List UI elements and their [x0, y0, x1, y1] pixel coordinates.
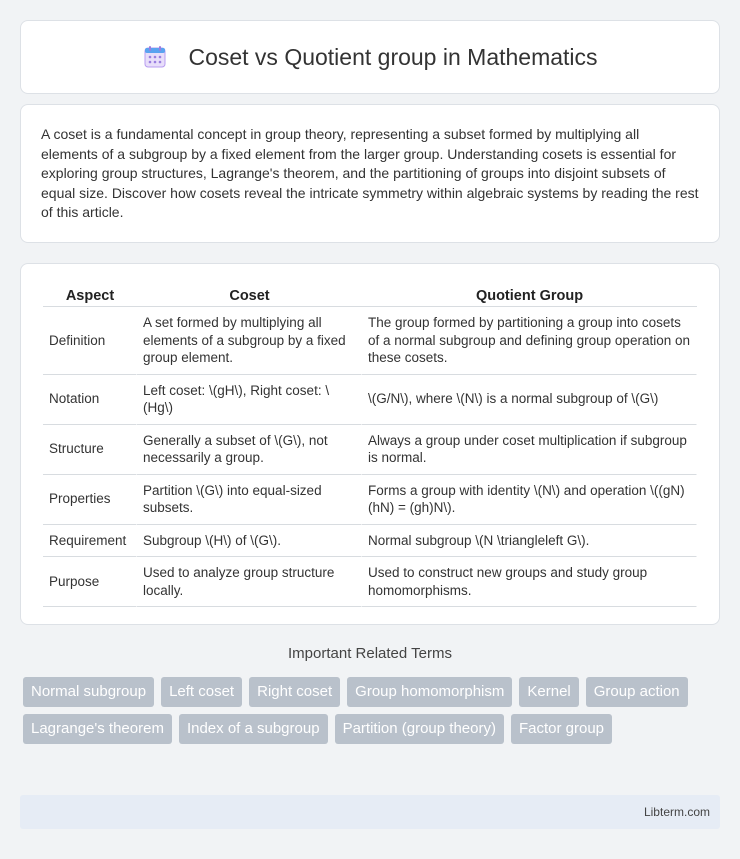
row-aspect: Definition	[43, 307, 137, 375]
related-term-tag[interactable]: Factor group	[511, 714, 612, 744]
row-coset: Used to analyze group structure locally.	[137, 557, 362, 607]
column-header-quotient-group: Quotient Group	[362, 284, 697, 307]
column-header-coset: Coset	[137, 284, 362, 307]
row-quotient-group: \(G/N\), where \(N\) is a normal subgroup of \(G\)	[362, 375, 697, 425]
related-term-tag[interactable]: Normal subgroup	[23, 677, 154, 707]
row-aspect: Properties	[43, 475, 137, 525]
footer	[20, 795, 720, 829]
footer-site-link[interactable]: Libterm.com	[643, 805, 710, 819]
related-term-tag[interactable]: Index of a subgroup	[179, 714, 328, 744]
header-card	[20, 20, 720, 94]
related-term-tag[interactable]: Left coset	[161, 677, 242, 707]
column-header-aspect: Aspect	[43, 284, 137, 307]
row-aspect: Structure	[43, 425, 137, 475]
row-quotient-group: Normal subgroup \(N \triangleleft G\).	[362, 525, 697, 558]
table-row	[43, 557, 697, 607]
row-coset: Subgroup \(H\) of \(G\).	[137, 525, 362, 558]
related-term-tag[interactable]: Kernel	[519, 677, 578, 707]
row-coset: Partition \(G\) into equal-sized subsets.	[137, 475, 362, 525]
row-quotient-group: Used to construct new groups and study group homomorphisms.	[362, 557, 697, 607]
row-coset: Generally a subset of \(G\), not necessarily a group.	[137, 425, 362, 475]
related-term-tag[interactable]: Group homomorphism	[347, 677, 512, 707]
comparison-table-card	[20, 263, 720, 625]
calendar-icon	[142, 44, 168, 70]
row-quotient-group: Forms a group with identity \(N\) and operation \((gN)(hN) = (gh)N\).	[362, 475, 697, 525]
intro-text: A coset is a fundamental concept in group theory, representing a subset formed by multiplying all elements of a subgroup by a fixed element from the larger group. Understanding cosets is essential for exploring group structures, Lagrange's theorem, and the partitioning of groups into disjoint subsets of equal size. Discover how cosets reveal the intricate symmetry within algebraic systems by reading the rest of this article.	[41, 126, 699, 220]
row-aspect: Purpose	[43, 557, 137, 607]
related-term-tag[interactable]: Right coset	[249, 677, 340, 707]
page-title: Coset vs Quotient group in Mathematics	[188, 43, 598, 70]
row-aspect: Notation	[43, 375, 137, 425]
related-term-tag[interactable]: Lagrange's theorem	[23, 714, 172, 744]
table-row	[43, 307, 697, 375]
row-quotient-group: The group formed by partitioning a group into cosets of a normal subgroup and defining group operation on these cosets.	[362, 307, 697, 375]
row-quotient-group: Always a group under coset multiplication if subgroup is normal.	[362, 425, 697, 475]
related-term-tag[interactable]: Partition (group theory)	[335, 714, 504, 744]
intro-card	[20, 104, 720, 243]
comparison-table	[43, 284, 697, 607]
row-coset: A set formed by multiplying all elements of a subgroup by a fixed group element.	[137, 307, 362, 375]
table-header-row	[43, 284, 697, 307]
row-aspect: Requirement	[43, 525, 137, 558]
table-row	[43, 525, 697, 558]
related-term-tag[interactable]: Group action	[586, 677, 688, 707]
table-row	[43, 375, 697, 425]
related-terms-list	[23, 677, 723, 751]
row-coset: Left coset: \(gH\), Right coset: \(Hg\)	[137, 375, 362, 425]
table-row	[43, 425, 697, 475]
related-terms-title: Important Related Terms	[288, 645, 452, 662]
table-row	[43, 475, 697, 525]
